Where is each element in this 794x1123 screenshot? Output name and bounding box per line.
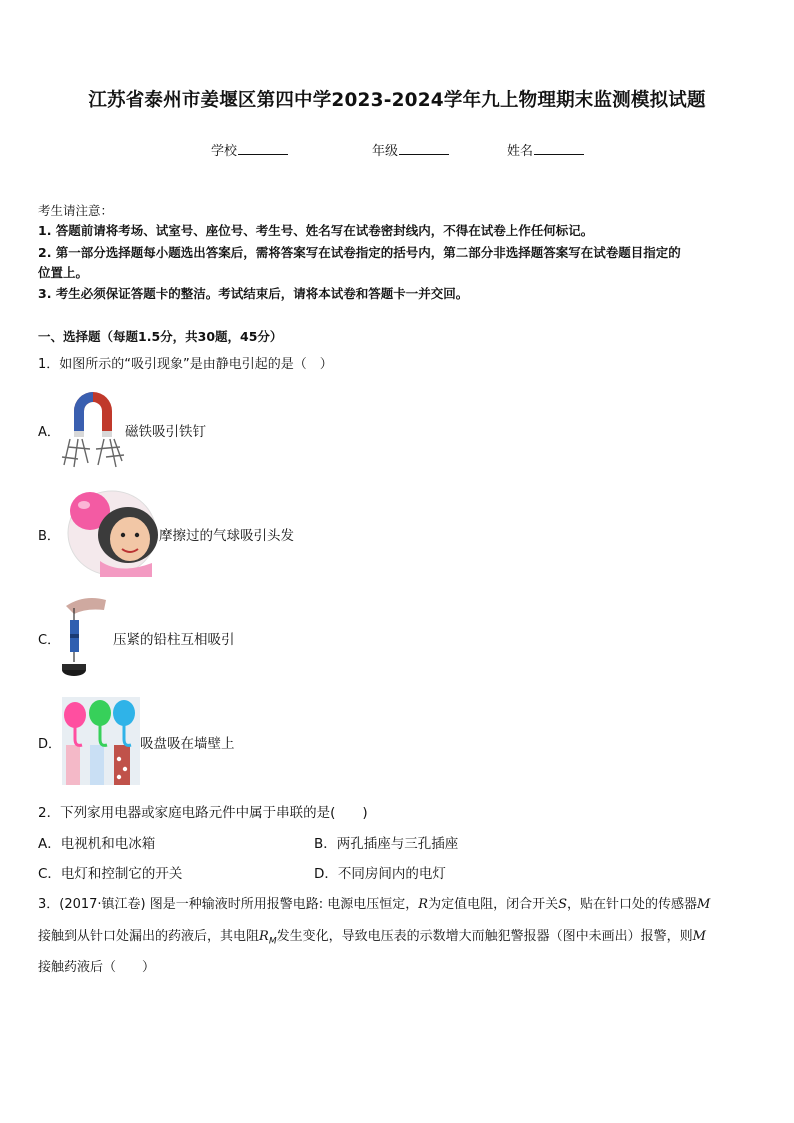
grade-field — [372, 140, 449, 159]
q1-option-a-text: 磁铁吸引铁钉 — [125, 424, 206, 440]
notice-item-2-cont: 位置上。 — [38, 265, 89, 280]
q3-var-m: M — [697, 897, 711, 912]
name-field — [507, 140, 584, 159]
q2-option-c: C．电灯和控制它的开关 — [38, 866, 183, 882]
q1-option-c-letter: C． — [38, 633, 61, 648]
q3-var-rm-sub: M — [268, 936, 277, 947]
grade-label: 年级 — [372, 144, 399, 159]
school-label: 学校 — [211, 144, 238, 159]
q2-option-a: A．电视机和电冰箱 — [38, 836, 156, 852]
q3-line-2 — [38, 925, 706, 947]
q3-line-1-part-b: 为定值电阻，闭合开关 — [428, 897, 559, 912]
q2-option-d: D．不同房间内的电灯 — [314, 866, 446, 882]
q1-option-b-text: 摩擦过的气球吸引头发 — [159, 528, 294, 544]
q1-option-a-letter: A． — [38, 425, 60, 440]
q3-line-1-part-a: 3．(2017·镇江卷) 图是一种输液时所用报警电路: 电源电压恒定， — [38, 897, 419, 912]
q3-var-s: S — [558, 897, 567, 912]
section-heading: 一、选择题（每题1.5分，共30题，45分） — [38, 329, 283, 344]
q3-var-rm: R — [259, 929, 269, 944]
q3-var-r: R — [418, 897, 429, 912]
q3-line-2-part-a: 接触到从针口处漏出的药液后，其电阻 — [38, 929, 260, 944]
q1-option-c-text: 压紧的铅柱互相吸引 — [113, 632, 235, 648]
notice-heading: 考生请注意： — [38, 203, 114, 218]
notice-item-2: 2. 第一部分选择题每小题选出答案后，需将答案写在试卷指定的括号内，第二部分非选择题答案写在试卷题目指定的 — [38, 245, 681, 260]
q3-var-m-2: M — [692, 929, 706, 944]
magnet-icon — [60, 387, 126, 471]
q1-option-d-letter: D． — [38, 737, 62, 752]
notice-item-1: 1. 答题前请将考场、试室号、座位号、考生号、姓名写在试卷密封线内，不得在试卷上作任何标记。 — [38, 223, 594, 238]
name-blank — [534, 142, 584, 155]
q1-stem: 1．如图所示的“吸引现象”是由静电引起的是（ ） — [38, 357, 333, 372]
school-blank — [238, 142, 288, 155]
q3-line-2-part-b: 发生变化，导致电压表的示数增大而触犯警报器（图中未画出）报警，则 — [276, 929, 693, 944]
grade-blank — [399, 142, 449, 155]
name-label: 姓名 — [507, 144, 534, 159]
school-field — [211, 140, 288, 159]
q3-line-3: 接触药液后（ ） — [38, 960, 156, 975]
q1-option-d-text: 吸盘吸在墙壁上 — [140, 736, 235, 752]
notice-item-3: 3. 考生必须保证答题卡的整洁。考试结束后，请将本试卷和答题卡一并交回。 — [38, 286, 469, 301]
q2-option-b: B．两孔插座与三孔插座 — [314, 836, 459, 852]
q2-stem: 2．下列家用电器或家庭电路元件中属于串联的是( ) — [38, 805, 368, 821]
page-title: 江苏省泰州市姜堰区第四中学2023-2024学年九上物理期末监测模拟试题 — [88, 90, 706, 111]
q3-line-1-part-c: ，贴在针口处的传感器 — [567, 897, 698, 912]
lead-cylinders-icon — [60, 594, 112, 682]
suction-cups-icon — [62, 697, 140, 785]
q3-line-1 — [38, 893, 710, 912]
balloon-girl-icon — [64, 489, 158, 577]
q1-option-b-letter: B． — [38, 529, 60, 544]
